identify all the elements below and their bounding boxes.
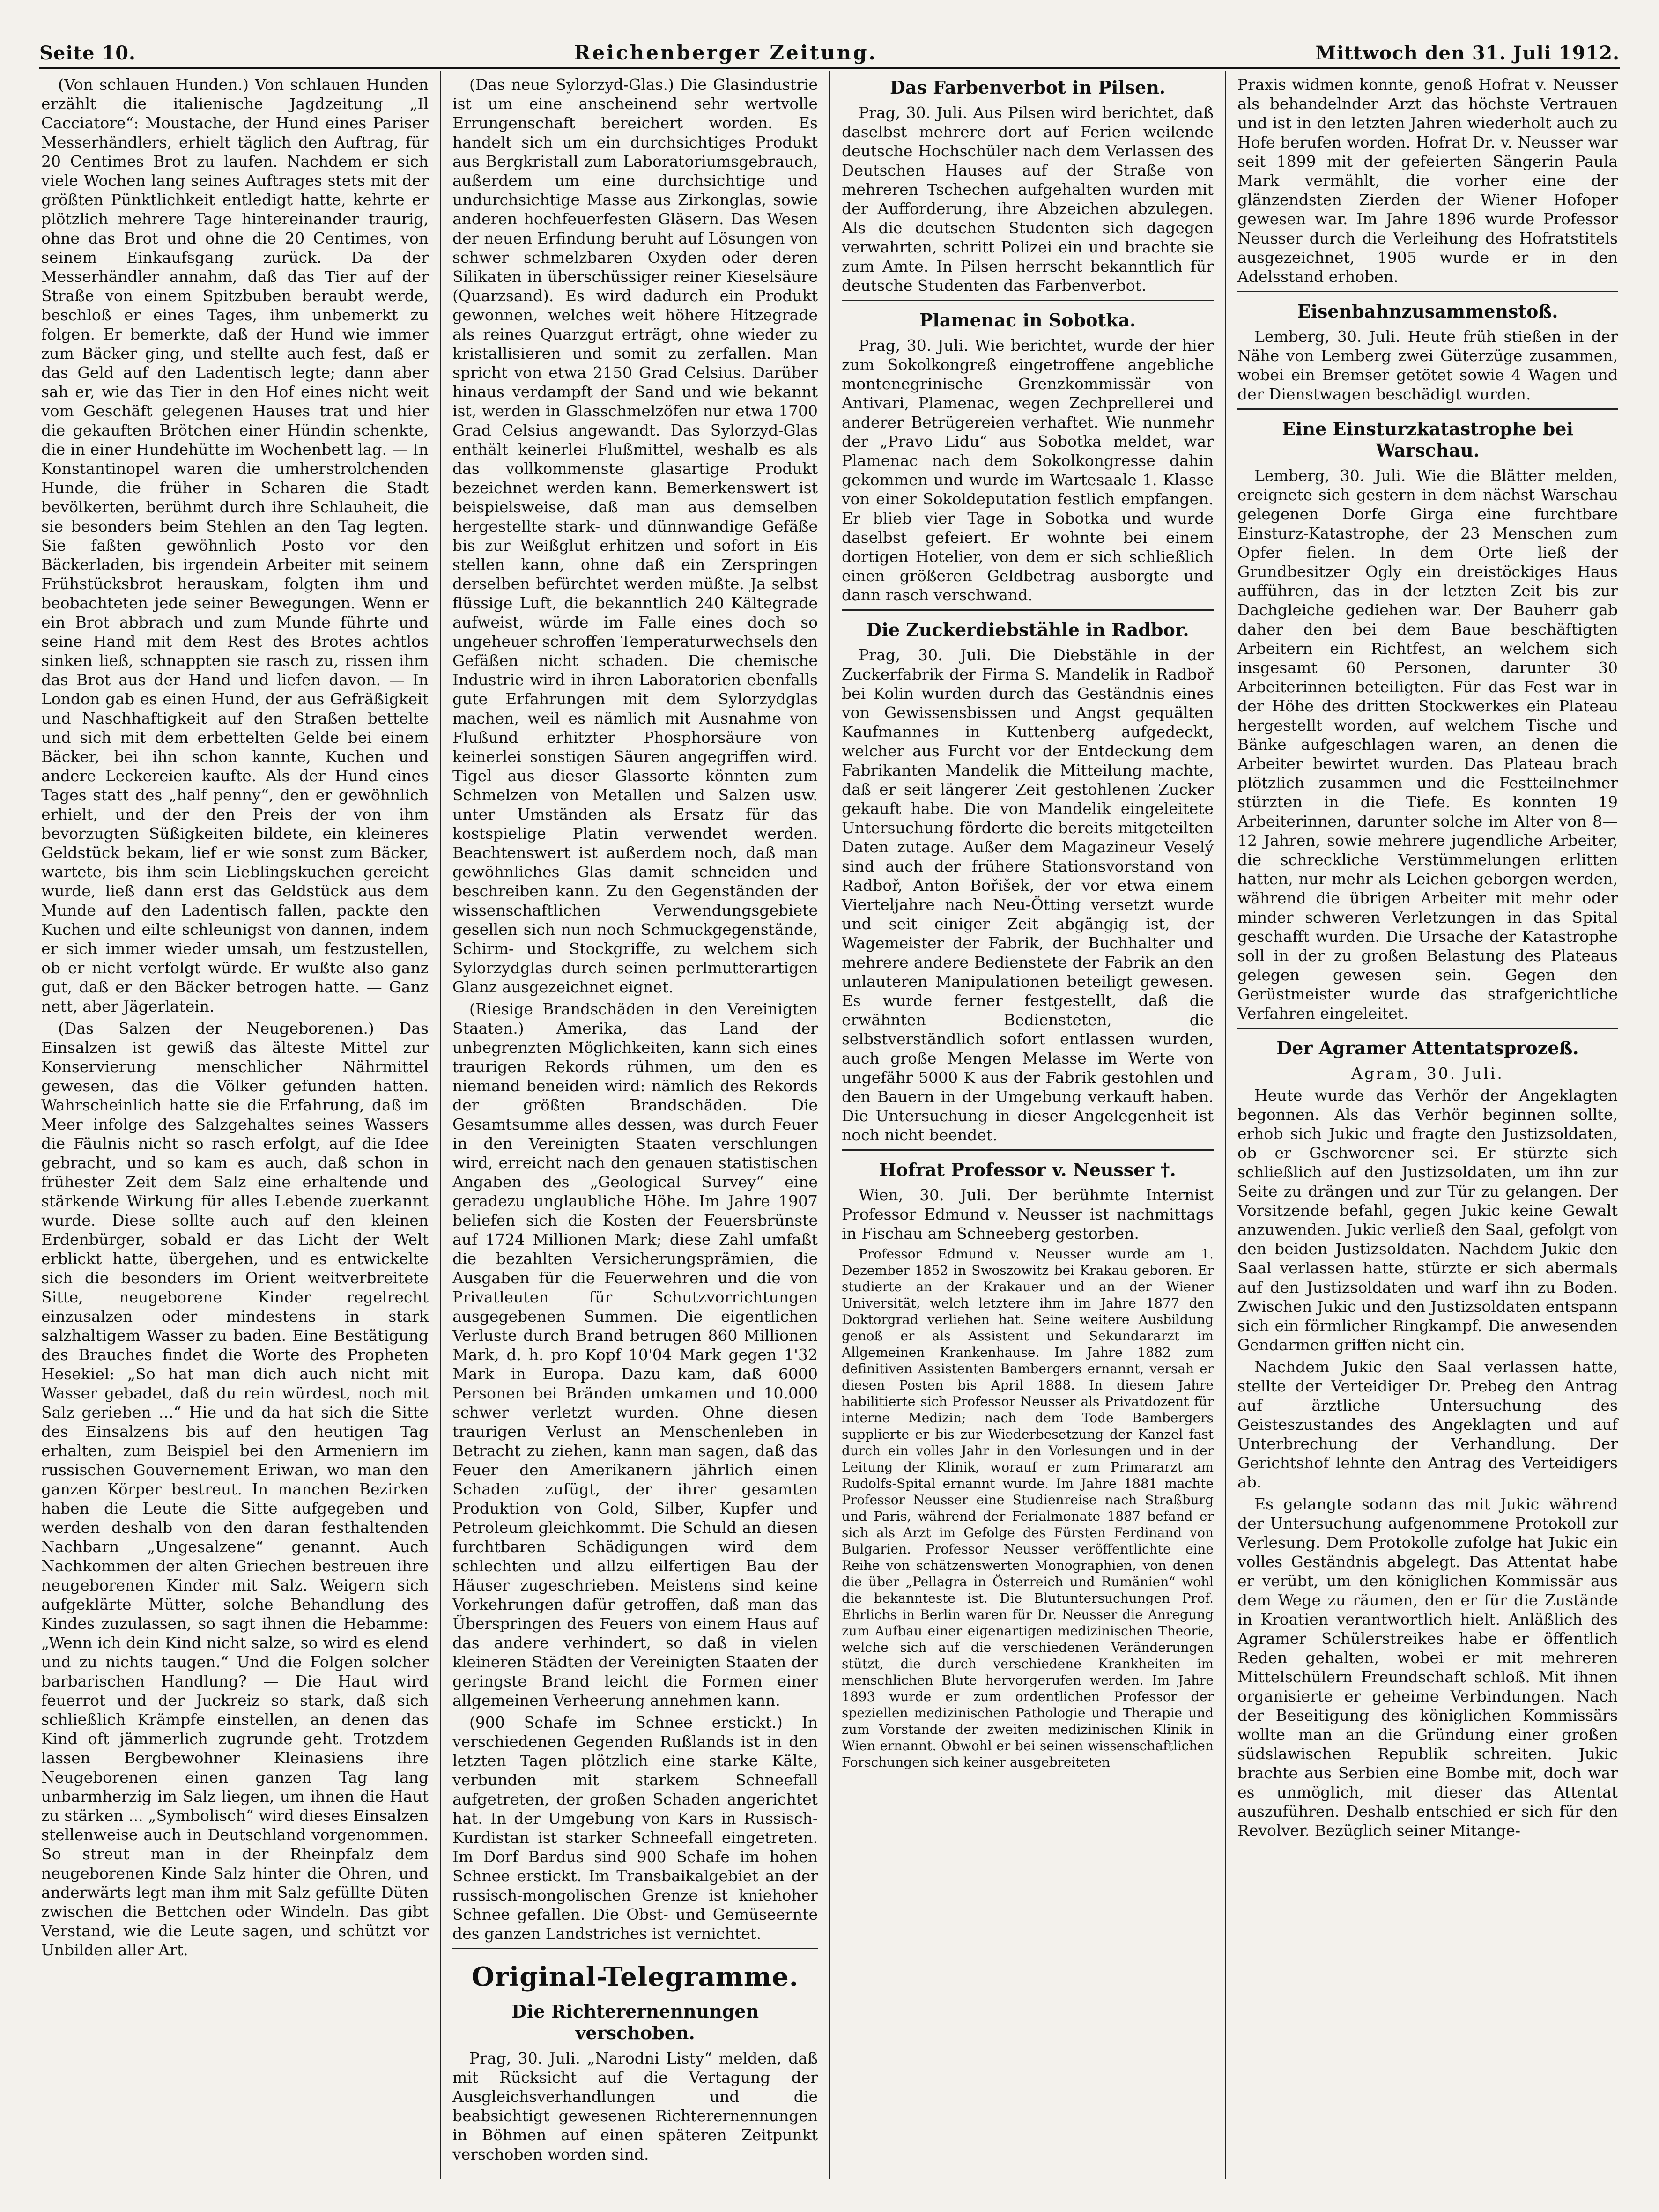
article-divider <box>842 300 1214 301</box>
article-attentatsprozess-3: Es gelangte sodann das mit Jukic während der Untersuchung aufgenommene Protokoll zur Verlesung. Dem Protokolle zufolge hat Jukic ein volles Geständnis abgelegt. Das Attentat habe er verübt, um den königlichen Kommissär aus dem Wege zu räumen, den er für die Zustände in Kroatien verantwortlich hielt. Anläßlich des Agramer Schülerstreikes habe er öffentlich Reden gehalten, wobei er mit mehreren Mittelschülern Freundschaft schloß. Mit ihnen organisierte er geheime Verbindungen. Nach der Beseitigung des königlichen Kommissärs wollte man an die Gründung einer großen südslawischen Republik schreiten. Jukic brachte aus Serbien eine Bombe mit, doch war es unmöglich, mit dieser das Attentat auszuführen. Deshalb entschied er sich für den Revolver. Bezüglich seiner Mitange- <box>1237 1495 1618 1840</box>
article-attentatsprozess-2: Nachdem Jukic den Saal verlassen hatte, stellte der Verteidiger Dr. Prebeg den Antrag auf ärztliche Untersuchung des Geisteszustandes des Angeklagten und auf Unterbrechung der Verhandlung. Der Gerichtshof lehnte den Antrag des Verteidigers ab. <box>1237 1358 1618 1491</box>
heading-einsturzkatastrophe: Eine Einsturzkatastrophe bei Warschau. <box>1282 418 1573 461</box>
heading-eisenbahnzusammenstoss: Eisenbahnzusammenstoß. <box>1297 301 1558 322</box>
article-divider <box>842 1149 1214 1151</box>
article-richterernennungen: Prag, 30. Juli. „Narodni Listy“ melden, daß mit Rücksicht auf die Vertagung der Ausgleichsverhandlungen und die beabsichtigt gewesenen Richterernennungen in Böhmen auf einen späteren Zeitpunkt verschoben worden sind. <box>452 2049 818 2163</box>
heading-neusser: Hofrat Professor v. Neusser †. <box>879 1159 1176 1180</box>
article-schafe-schnee: (900 Schafe im Schnee erstickt.) In verschiedenen Gegenden Rußlands ist in den letzten Tagen plötzlich eine starke Kälte, verbunden mit starkem Schneefall aufgetreten, der großen Schaden angerichtet hat. In der Umgebung von Kars in Russisch-Kurdistan ist starker Schneefall eingetreten. Im Dorf Bardus sind 900 Schafe im hohen Schnee erstickt. Im Transbaikalgebiet an der russisch-mongolischen Grenze ist kniehoher Schnee gefallen. Die Obst- und Gemüseernte des ganzen Landstriches ist vernichtet. <box>452 1713 818 1943</box>
heading-attentatsprozess: Der Agramer Attentatsprozeß. <box>1276 1037 1579 1058</box>
masthead-rule <box>39 67 1620 69</box>
masthead <box>39 41 1620 64</box>
article-attentatsprozess-1: Heute wurde das Verhör der Angeklagten begonnen. Als das Verhör beginnen sollte, erhob sich Jukic und fragte den Justizsoldaten, ob er Gschworener sei. Er stürzte sich schließlich auf den Justizsoldaten, um ihn zur Seite zu drängen und zur Tür zu gelangen. Der Vorsitzende befahl, gegen Jukic keine Gewalt anzuwenden. Jukic verließ den Saal, gefolgt von den beiden Justizsoldaten. Nachdem Jukic den Saal verlassen hatte, stürzte er sich abermals auf den Justizsoldaten und warf ihn zu Boden. Zwischen Jukic und den Justizsoldaten entspann sich ein förmlicher Ringkampf. Die anwesenden Gendarmen griffen nicht ein. <box>1237 1086 1618 1354</box>
article-divider <box>1237 1028 1618 1029</box>
article-zuckerdiebstaehle: Prag, 30. Juli. Die Diebstähle in der Zuckerfabrik der Firma S. Mandelik in Radboř bei Kolin wurden durch das Geständnis eines von Gewissensbissen und Angst gequälten Kaufmannes in Kuttenberg aufgedeckt, welcher aus Furcht vor der Entdeckung dem Fabrikanten Mandelik die Mitteilung machte, daß er seit längerer Zeit gestohlenen Zucker gekauft habe. Die von Mandelik eingeleitete Untersuchung förderte die bereits mitgeteilten Daten zutage. Außer dem Magazineur Veselý sind auch der frühere Stationsvorstand von Radboř, Anton Bořišek, der vor etwa einem Vierteljahre nach Neu-Ötting versetzt wurde und seit einiger Zeit abgängig ist, der Wagemeister der Fabrik, der Buchhalter und mehrere andere Bedienstete der Fabrik an den unlauteren Manipulationen beteiligt gewesen. Es wurde ferner festgestellt, daß die erwähnten Bediensteten, die selbstverständlich sofort entlassen wurden, auch große Mengen Melasse im Werte von ungefähr 5000 K aus der Fabrik gestohlen und den Bauern in der Umgebung verkauft haben. Die Untersuchung in dieser Angelegenheit ist noch nicht beendet. <box>842 646 1214 1144</box>
article-einsturzkatastrophe: Lemberg, 30. Juli. Wie die Blätter melden, ereignete sich gestern in dem nächst Warschau gelegenen Dorfe Girga eine furchtbare Einsturz-Katastrophe, der 23 Menschen zum Opfer fielen. In dem Orte ließ der Grundbesitzer Ogly ein dreistöckiges Haus aufführen, das in der letzten Zeit bis zur Dachgleiche gediehen war. Der Bauherr gab daher den bei dem Baue beschäftigten Arbeitern ein Richtfest, an welchem sich insgesamt 60 Personen, darunter 30 Arbeiterinnen beteiligten. Für das Fest war in der Höhe des dritten Stockwerkes ein Plateau hergestellt worden, auf welchem Tische und Bänke aufgeschlagen waren, an denen die Arbeiter bewirtet wurden. Das Plateau brach plötzlich zusammen und die Festteilnehmer stürzten in die Tiefe. Es konnten 19 Arbeiterinnen, darunter solche im Alter von 8—12 Jahren, sowie mehrere jugendliche Arbeiter, die schreckliche Verstümmelungen erlitten hatten, nur mehr als Leichen geborgen werden, während die übrigen Arbeiter mit mehr oder minder schweren Verletzungen in das Spital geschafft wurden. Die Ursache der Katastrophe soll in der zu großen Belastung des Plateaus gelegen gewesen sein. Gegen den Gerüstmeister wurde das strafgerichtliche Verfahren eingeleitet. <box>1237 466 1618 1022</box>
article-schlaue-hunde: (Von schlauen Hunden.) Von schlauen Hunden erzählt die italienische Jagdzeitung „Il Cacciatore“: Moustache, der Hund eines Pariser Messerhändlers, erhielt täglich den Auftrag, für 20 Centimes Brot zu laufen. Nachdem er sich viele Wochen lang seines Auftrages stets mit der größten Pünktlichkeit entledigt hatte, kehrte er plötzlich mehrere Tage hintereinander traurig, ohne das Brot und ohne die 20 Centimes, von seinem Einkaufsgang zurück. Da der Messerhändler annahm, daß das Tier auf der Straße von einem Spitzbuben beraubt werde, beschloß er eines Tages, ihm unbemerkt zu folgen. Er bemerkte, daß der Hund wie immer zum Bäcker ging, und stellte auch fest, daß er das Geld auf den Ladentisch legte; dann aber sah er, wie das Tier in den Hof eines nicht weit vom Geschäft gelegenen Hauses trat und hier die gekauften Brötchen einer Hündin schenkte, die in einer Hundehütte im Wochenbett lag. — In Konstantinopel waren die umherstrolchenden Hunde, die früher in Scharen die Stadt bevölkerten, berühmt durch ihre Schlauheit, die sie besonders beim Stehlen an den Tag legten. Sie faßten gewöhnlich Posto vor den Bäckerladen, bis irgendein Arbeiter mit seinem Frühstücksbrot herauskam, folgten ihm und beobachteten jede seiner Bewegungen. Wenn er ein Brot abbrach und zum Munde führte und seine Hand mit dem Rest des Brotes achtlos sinken ließ, schnappten sie rasch zu, rissen ihm das Brot aus der Hand und liefen davon. — In London gab es einen Hund, der aus Gefräßigkeit und Naschhaftigkeit auf den Straßen bettelte und sich mit dem erbettelten Gelde bei einem Bäcker, bei ihn schon kannte, Kuchen und andere Leckereien kaufte. Als der Hund eines Tages statt des „half penny“, den er gewöhnlich erhielt, und der den Preis der von ihm bevorzugten Süßigkeiten bildete, ein kleineres Geldstück bekam, lief er wie sonst zum Bäcker, wartete, bis ihm sein Lieblingskuchen gereicht wurde, ließ dann erst das Geldstück aus dem Munde auf den Ladentisch fallen, packte den Kuchen und eilte schleunigst von dannen, indem er sich immer wieder umsah, um festzustellen, ob er nicht verfolgt würde. Er wußte also ganz gut, daß er den Bäcker betrogen hatte. — Ganz nett, aber Jägerlatein. <box>41 75 429 1015</box>
article-neusser-biography: Professor Edmund v. Neusser wurde am 1. Dezember 1852 in Swoszowitz bei Krakau geboren. Er studierte an der Krakauer und an der Wiener Universität, welch letztere ihm im Jahre 1877 den Doktorgrad verliehen hat. Seine weitere Ausbildung genoß er als Assistent und Sekundararzt im Allgemeinen Krankenhause. Im Jahre 1882 zum definitiven Assistenten Bambergers ernannt, versah er diesen Posten bis April 1888. In diesem Jahre habilitierte sich Professor Neusser als Privatdozent für interne Medizin; nach dem Tode Bambergers supplierte er bis zur Wiederbesetzung der Kanzel fast durch ein volles Jahr in den Vorlesungen und in der Leitung der Klinik, worauf er zum Primararzt am Rudolfs-Spital ernannt wurde. Im Jahre 1881 machte Professor Neusser eine Studienreise nach Straßburg und Paris, während der Ferialmonate 1887 befand er sich als Arzt im Gefolge des Fürsten Ferdinand von Bulgarien. Professor Neusser veröffentlichte eine Reihe von schätzenswerten Monographien, von denen die über „Pellagra in Österreich und Rumänien“ wohl die bekannteste ist. Die Blutuntersuchungen Prof. Ehrlichs in Berlin waren für Dr. Neusser die Anregung zum Aufbau einer eigenartigen medizinischen Theorie, welche sich auf die verschiedenen Veränderungen stützt, die durch verschiedene Krankheiten im menschlichen Blute hervorgerufen werden. Im Jahre 1893 wurde er zum ordentlichen Professor der speziellen medizinischen Pathologie und Therapie und zum Vorstande der zweiten medizinischen Klinik in Wien ernannt. Obwohl er bei seinen wissenschaftlichen Forschungen sich keiner ausgebreiteten <box>842 1246 1214 1770</box>
issue-date: Mittwoch den 31. Juli 1912. <box>1315 42 1620 64</box>
article-farbenverbot: Prag, 30. Juli. Aus Pilsen wird berichtet, daß daselbst mehrere dort auf Ferien weilende deutsche Hochschüler nach dem Verlassen des Deutschen Hauses auf der Straße von mehreren Tschechen aufgehalten wurden mit der Aufforderung, ihre Abzeichen abzulegen. Als die deutschen Studenten sich dagegen verwahrten, schritt Polizei ein und brachte sie zum Amte. In Pilsen herrscht bekanntlich für deutsche Studenten das Farbenverbot. <box>842 104 1214 295</box>
section-heading-telegramme: Original-Telegramme. <box>471 1961 799 1992</box>
article-neusser-continued: Praxis widmen konnte, genoß Hofrat v. Neusser als behandelnder Arzt das höchste Vertrauen und ist in den letzten Jahren wiederholt auch zu Hofe berufen worden. Hofrat Dr. v. Neusser war seit 1899 mit der gefeierten Sängerin Paula Mark vermählt, die vorher eine der glänzendsten Zierden der Wiener Hofoper gewesen war. Im Jahre 1896 wurde Professor Neusser durch die Verleihung des Hofratstitels ausgezeichnet, 1905 wurde er in den Adelsstand erhoben. <box>1237 75 1618 286</box>
heading-farbenverbot: Das Farbenverbot in Pilsen. <box>889 77 1166 98</box>
article-divider <box>1237 408 1618 410</box>
section-rule <box>452 1948 818 1949</box>
article-brandschaeden: (Riesige Brandschäden in den Vereinigten Staaten.) Amerika, das Land der unbegrenzten Möglichkeiten, kann sich eines traurigen Rekords rühmen, um den es niemand beneiden wird: nämlich des Rekords der größten Brandschäden. Die Gesamtsumme alles dessen, was durch Feuer in den Vereinigten Staaten verschlungen wird, erreicht nach den genauen statistischen Angaben des „Geological Survey“ eine geradezu unglaubliche Höhe. Im Jahre 1907 beliefen sich die Kosten der Feuersbrünste auf 1724 Millionen Mark; diese Zahl umfaßt die bezahlten Versicherungsprämien, die Ausgaben für die Feuerwehren und die von Privatleuten für Schutzvorrichtungen ausgegebenen Summen. Die eigentlichen Verluste durch Brand betrugen 860 Millionen Mark, d. h. pro Kopf 10'04 Mark gegen 1'32 Mark in Europa. Dazu kam, daß 6000 Personen bei Bränden umkamen und 10.000 schwer verletzt wurden. Ohne diesen traurigen Verlust an Menschenleben in Betracht zu ziehen, kann man sagen, daß das Feuer den Amerikanern jährlich einen Schaden zufügt, der ihrer gesamten Produktion von Gold, Silber, Kupfer und Petroleum gleichkommt. Die Schuld an diesen furchtbaren Schädigungen wird dem schlechten und allzu eilfertigen Bau der Häuser zugeschrieben. Meistens sind keine Vorkehrungen dafür getroffen, daß man das Überspringen des Feuers von einem Haus auf das andere verhindert, so daß in vielen kleineren Städten der Vereinigten Staaten der geringste Brand leicht die Formen einer allgemeinen Verheerung annehmen kann. <box>452 1000 818 1709</box>
column-3 <box>829 71 1225 2179</box>
article-eisenbahnzusammenstoss: Lemberg, 30. Juli. Heute früh stießen in der Nähe von Lemberg zwei Güterzüge zusammen, wobei ein Bremser getötet sowie 4 Wagen und der Dienstwagen beschädigt wurden. <box>1237 327 1618 403</box>
column-2 <box>440 71 829 2179</box>
column-4 <box>1225 71 1620 2179</box>
column-1 <box>39 71 440 2179</box>
heading-plamenac: Plamenac in Sobotka. <box>919 310 1136 331</box>
heading-zuckerdiebstaehle: Die Zuckerdiebstähle in Radbor. <box>866 619 1189 640</box>
article-salzen-neugeborene: (Das Salzen der Neugeborenen.) Das Einsalzen ist gewiß das älteste Mittel zur Konservierung menschlicher Nährmittel gewesen, das die Völker gefunden hatten. Wahrscheinlich hatte sie die Erfahrung, daß im Meer infolge des Salzgehaltes seines Wassers die Fäulnis nicht so rasch erfolgt, auf die Idee gebracht, und so kam es auch, daß schon in frühester Zeit dem Salz eine erhaltende und stärkende Wirkung für alles Lebende zuerkannt wurde. Diese sollte auch auf den kleinen Erdenbürger, sobald er das Licht der Welt erblickt hatte, übergehen, und es entwickelte sich die besonders im Orient weitverbreitete Sitte, neugeborene Kinder regelrecht einzusalzen oder mindestens in stark salzhaltigem Wasser zu baden. Eine Bestätigung des Brauches findet die Worte des Propheten Hesekiel: „So hat man dich auch nicht mit Wasser gebadet, daß du rein würdest, noch mit Salz gerieben ...“ Hie und da hat sich die Sitte des Einsalzens bis auf den heutigen Tag erhalten, zum Beispiel bei den Armeniern im russischen Gouvernement Eriwan, wo man den ganzen Körper bestreut. In manchen Bezirken haben die Leute die Sitte aufgegeben und werden deshalb von den daran festhaltenden Nachbarn „Ungesalzene“ genannt. Auch Nachkommen der alten Griechen bestreuen ihre neugeborenen Kinder mit Salz. Weigern sich aufgeklärte Mütter, solche Behandlung des Kindes zuzulassen, so sagt ihnen die Hebamme: „Wenn ich dein Kind nicht salze, so wird es elend und zu nichts taugen.“ Und die Folgen solcher barbarischen Handlung? — Die Haut wird feuerrot und der Juckreiz so stark, daß sich schließlich Krämpfe einstellen, an denen das Kind oft jämmerlich zugrunde geht. Trotzdem lassen Bergbewohner Kleinasiens ihre Neugeborenen einen ganzen Tag lang unbarmherzig im Salz liegen, um ihnen die Haut zu stärken ... „Symbolisch“ wird dieses Einsalzen stellenweise auch in Deutschland vorgenommen. So streut man in der Rheinpfalz dem neugeborenen Kinde Salz hinter die Ohren, und anderwärts legt man ihm mit Salz gefüllte Düten zwischen die Bettchen oder Windeln. Das gibt Verstand, wie die Leute sagen, und schützt vor Unbilden aller Art. <box>41 1019 429 1959</box>
dateline-agram: Agram, 30. Juli. <box>1351 1064 1504 1082</box>
page-number: Seite 10. <box>39 42 136 64</box>
article-neusser-lead: Wien, 30. Juli. Der berühmte Internist Professor Edmund v. Neusser ist nachmittags in Fischau am Schneeberg gestorben. <box>842 1186 1214 1243</box>
heading-richterernennungen: Die Richterernennungen verschoben. <box>511 2001 759 2043</box>
columns <box>39 71 1620 2179</box>
article-divider <box>842 609 1214 611</box>
article-sylorzyd-glas: (Das neue Sylorzyd-Glas.) Die Glasindustrie ist um eine anscheinend sehr wertvolle Errungenschaft bereichert worden. Es handelt sich um ein durchsichtiges Produkt aus Bergkristall zum Laboratoriumsgebrauch, außerdem um eine durchsichtige und undurchsichtige Masse aus Zirkonglas, sowie anderen hochfeuerfesten Gläsern. Das Wesen der neuen Erfindung beruht auf Lösungen von schwer schmelzbaren Oxyden oder deren Silikaten in überschüssiger reiner Kieselsäure (Quarzsand). Es wird dadurch ein Produkt gewonnen, welches weit höhere Hitzegrade als reines Quarzgut erträgt, ohne wieder zu kristallisieren und somit zu zerfallen. Man spricht von etwa 2150 Grad Celsius. Darüber hinaus verdampft der Sand und wie bekannt ist, werden in Glasschmelzöfen nur etwa 1700 Grad Celsius angewandt. Das Sylorzyd-Glas enthält keinerlei Flußmittel, weshalb es als das vollkommenste glasartige Produkt bezeichnet werden kann. Bemerkenswert ist beispielsweise, daß man aus demselben hergestellte stark- und dünnwandige Gefäße bis zur Weißglut erhitzen und sofort in Eis stellen kann, ohne daß ein Zerspringen derselben befürchtet werden müßte. Ja selbst flüssige Luft, die bekanntlich 240 Kältegrade aufweist, würde im Falle eines doch so ungeheuer schroffen Temperaturwechsels den Gefäßen nicht schaden. Die chemische Industrie wird in ihren Laboratorien ebenfalls gute Erfahrungen mit dem Sylorzydglas machen, weil es nämlich mit Ausnahme von Flußund erhitzter Phosphorsäure von keinerlei sonstigen Säuren angegriffen wird. Tigel aus dieser Glassorte könnten zum Schmelzen von Metallen und Salzen usw. unter Umständen als Ersatz für das kostspielige Platin verwendet werden. Beachtenswert ist außerdem noch, daß man gewöhnliches Glas damit schneiden und beschreiben kann. Zu den Gegenständen der wissenschaftlichen Verwendungsgebiete gesellen sich nun noch Schmuckgegenstände, Schirm- und Stockgriffe, zu welchem sich Sylorzydglas durch seinen perlmutterartigen Glanz ausgezeichnet eignet. <box>452 75 818 996</box>
article-plamenac: Prag, 30. Juli. Wie berichtet, wurde der hier zum Sokolkongreß eingetroffene angebliche montenegrinische Grenzkommissär von Antivari, Plamenac, wegen Zechprellerei und anderer Betrügereien verhaftet. Wie nunmehr der „Pravo Lidu“ aus Sobotka meldet, war Plamenac nach dem Sokolkongresse dahin gekommen und wurde im Wartesaale 1. Klasse von einer Sokoldeputation festlich empfangen. Er blieb vier Tage in Sobotka und wurde daselbst gefeiert. Er wohnte bei einem dortigen Hotelier, von dem er sich schließlich einen größeren Geldbetrag ausborgte und dann rasch verschwand. <box>842 336 1214 604</box>
article-divider <box>1237 291 1618 292</box>
newspaper-title: Reichenberger Zeitung. <box>574 41 878 64</box>
